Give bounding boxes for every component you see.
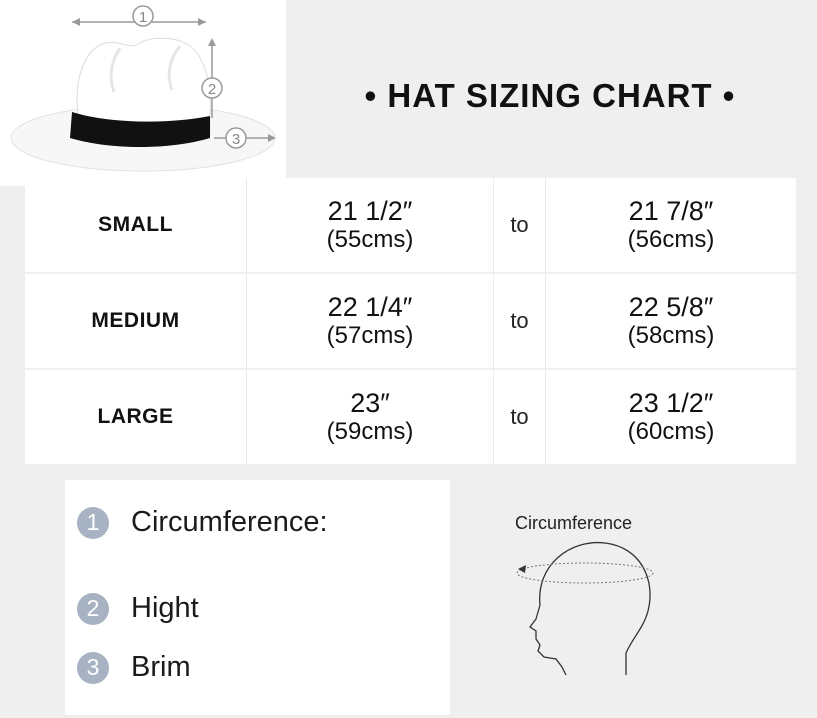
size-table [25,178,796,466]
head-measurement-icon [500,535,670,680]
marker-1-text: 1 [138,9,148,26]
legend-item-height [77,592,199,625]
legend-label: Brim [131,651,191,683]
to-inches: 22 5/8″ [628,292,714,323]
size-to-small [546,178,796,274]
legend-label: Circumference: [131,506,328,538]
size-name-small: SMALL [25,178,247,274]
to-inches: 21 7/8″ [628,196,714,227]
to-label: to [494,370,546,466]
page-title: • HAT SIZING CHART • [364,77,736,114]
legend-label: Hight [131,592,199,624]
from-inches: 23″ [350,388,390,419]
size-to-medium [546,274,796,370]
arrowhead-icon [518,565,526,573]
legend-number-badge: 3 [77,652,109,684]
to-cms: (58cms) [627,321,715,349]
to-inches: 23 1/2″ [628,388,714,419]
size-from-large [247,370,494,466]
to-cms: (56cms) [627,225,715,253]
size-to-large [546,370,796,466]
size-name-large: LARGE [25,370,247,466]
hat-illustration [0,0,286,186]
size-from-medium [247,274,494,370]
legend-number-badge: 2 [77,593,109,625]
from-cms: (57cms) [326,321,414,349]
size-from-small [247,178,494,274]
legend-number-badge: 1 [77,507,109,539]
size-name-medium: MEDIUM [25,274,247,370]
measurement-legend [65,480,450,715]
from-inches: 21 1/2″ [327,196,413,227]
from-cms: (55cms) [326,225,414,253]
fedora-hat-image [0,0,286,186]
to-cms: (60cms) [627,417,715,445]
circumference-tape-line [517,563,653,583]
legend-item-brim [77,651,191,684]
to-label: to [494,274,546,370]
marker-3-text: 3 [231,131,241,148]
head-diagram-label: Circumference [515,513,633,533]
from-inches: 22 1/4″ [327,292,413,323]
to-label: to [494,178,546,274]
marker-2-text: 2 [207,81,217,98]
from-cms: (59cms) [326,417,414,445]
legend-item-circumference [77,506,328,539]
